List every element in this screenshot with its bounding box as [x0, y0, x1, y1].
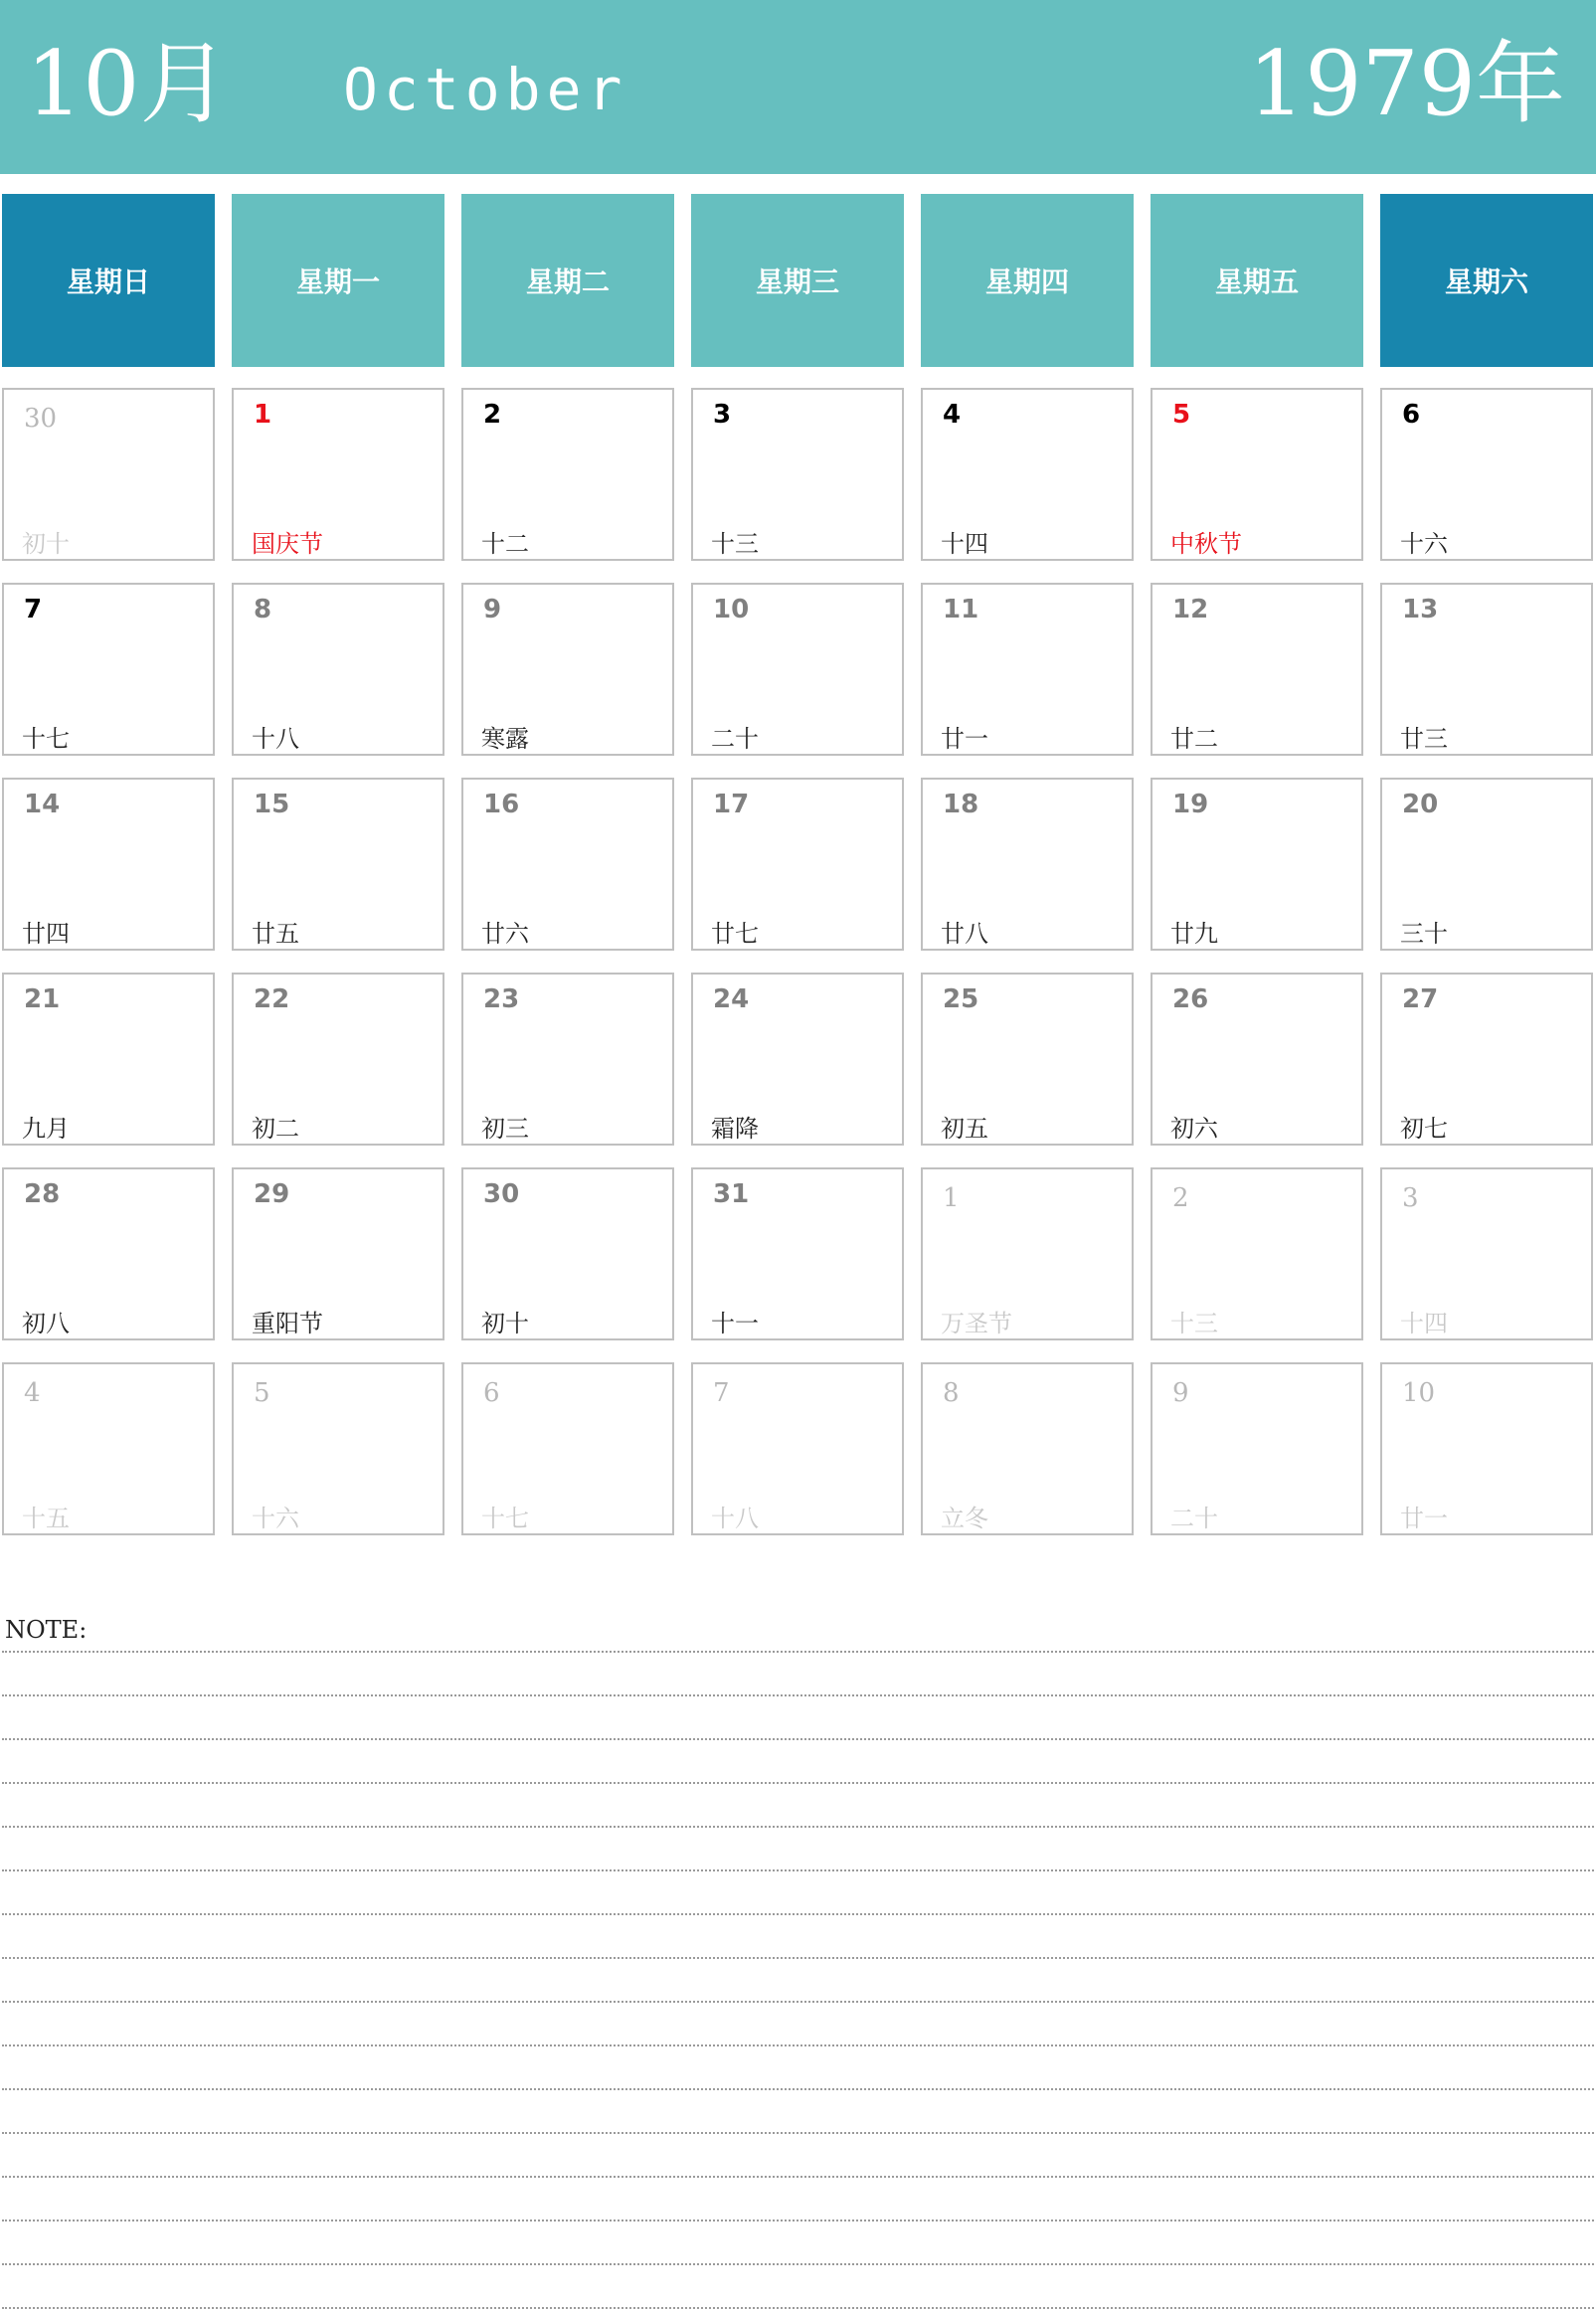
day-number: 9	[1172, 1378, 1189, 1408]
day-cell[interactable]	[1151, 973, 1363, 1146]
day-number: 4	[943, 400, 962, 430]
lunar-date: 廿九	[1170, 920, 1218, 948]
day-number: 7	[713, 1378, 730, 1408]
day-cell[interactable]	[1151, 1362, 1363, 1535]
day-number: 6	[1402, 400, 1421, 430]
day-number: 26	[1172, 984, 1209, 1014]
lunar-date: 十一	[711, 1310, 759, 1337]
note-line	[2, 1913, 1594, 1915]
day-cell[interactable]	[1380, 388, 1593, 561]
weekday-header: 星期四	[921, 194, 1134, 367]
note-line	[2, 2263, 1594, 2265]
lunar-date: 国庆节	[252, 530, 323, 558]
day-number: 17	[713, 790, 750, 819]
weekday-header: 星期二	[461, 194, 674, 367]
day-cell[interactable]	[691, 973, 904, 1146]
day-number: 10	[1402, 1378, 1436, 1408]
day-number: 13	[1402, 595, 1439, 624]
day-number: 9	[483, 595, 502, 624]
day-cell[interactable]	[461, 1167, 674, 1340]
day-cell[interactable]	[232, 1167, 444, 1340]
day-number: 14	[24, 790, 61, 819]
lunar-date: 立冬	[941, 1505, 988, 1532]
day-number: 11	[943, 595, 979, 624]
month-chinese: 10月	[26, 32, 230, 136]
day-number: 3	[1402, 1183, 1419, 1213]
lunar-date: 寒露	[481, 725, 529, 753]
lunar-date: 廿一	[941, 725, 988, 753]
day-cell[interactable]	[2, 583, 215, 756]
day-cell[interactable]	[1151, 388, 1363, 561]
lunar-date: 十二	[481, 530, 529, 558]
day-number: 8	[943, 1378, 960, 1408]
lunar-date: 十八	[252, 725, 299, 753]
day-cell[interactable]	[691, 583, 904, 756]
day-cell[interactable]	[691, 388, 904, 561]
day-cell[interactable]	[461, 1362, 674, 1535]
lunar-date: 廿七	[711, 920, 759, 948]
day-number: 6	[483, 1378, 500, 1408]
day-cell[interactable]	[1151, 583, 1363, 756]
lunar-date: 十五	[22, 1505, 70, 1532]
day-number: 8	[254, 595, 272, 624]
day-cell[interactable]	[691, 1167, 904, 1340]
day-number: 1	[943, 1183, 960, 1213]
day-number: 15	[254, 790, 290, 819]
day-number: 20	[1402, 790, 1439, 819]
day-number: 2	[1172, 1183, 1189, 1213]
day-number: 18	[943, 790, 979, 819]
day-number: 1	[254, 400, 272, 430]
lunar-date: 初八	[22, 1310, 70, 1337]
day-number: 27	[1402, 984, 1439, 1014]
day-number: 24	[713, 984, 750, 1014]
lunar-date: 十六	[252, 1505, 299, 1532]
note-line	[2, 2044, 1594, 2046]
note-line	[2, 2220, 1594, 2221]
day-cell[interactable]	[232, 973, 444, 1146]
day-number: 16	[483, 790, 520, 819]
day-cell[interactable]	[232, 388, 444, 561]
note-line	[2, 1869, 1594, 1871]
day-cell[interactable]	[1380, 1167, 1593, 1340]
lunar-date: 廿一	[1400, 1505, 1448, 1532]
day-cell[interactable]	[921, 583, 1134, 756]
note-line	[2, 1738, 1594, 1740]
lunar-date: 二十	[1170, 1505, 1218, 1532]
lunar-date: 廿三	[1400, 725, 1448, 753]
lunar-date: 十三	[1170, 1310, 1218, 1337]
lunar-date: 十三	[711, 530, 759, 558]
lunar-date: 十七	[22, 725, 70, 753]
day-cell[interactable]	[2, 1362, 215, 1535]
weekday-header: 星期日	[2, 194, 215, 367]
calendar-header	[0, 0, 1596, 174]
day-number: 21	[24, 984, 61, 1014]
note-line	[2, 2307, 1594, 2309]
lunar-date: 三十	[1400, 920, 1448, 948]
day-cell[interactable]	[1151, 778, 1363, 951]
lunar-date: 九月	[22, 1115, 70, 1143]
day-number: 30	[24, 404, 58, 434]
day-cell[interactable]	[1380, 778, 1593, 951]
day-number: 25	[943, 984, 979, 1014]
lunar-date: 十六	[1400, 530, 1448, 558]
day-number: 7	[24, 595, 43, 624]
lunar-date: 廿四	[22, 920, 70, 948]
note-line	[2, 2088, 1594, 2090]
note-line	[2, 1957, 1594, 1959]
day-cell[interactable]	[921, 778, 1134, 951]
lunar-date: 廿六	[481, 920, 529, 948]
day-number: 10	[713, 595, 750, 624]
lunar-date: 十八	[711, 1505, 759, 1532]
year-label: 1979年	[1248, 32, 1566, 136]
lunar-date: 霜降	[711, 1115, 759, 1143]
day-number: 3	[713, 400, 732, 430]
lunar-date: 十四	[1400, 1310, 1448, 1337]
day-number: 31	[713, 1179, 750, 1209]
day-cell[interactable]	[921, 1362, 1134, 1535]
note-label: NOTE:	[5, 1616, 88, 1644]
lunar-date: 十四	[941, 530, 988, 558]
day-cell[interactable]	[1151, 1167, 1363, 1340]
day-cell[interactable]	[2, 778, 215, 951]
day-number: 22	[254, 984, 290, 1014]
day-cell[interactable]	[921, 1167, 1134, 1340]
day-cell[interactable]	[2, 1167, 215, 1340]
day-cell[interactable]	[461, 583, 674, 756]
note-line	[2, 1694, 1594, 1696]
lunar-date: 中秋节	[1170, 530, 1242, 558]
lunar-date: 万圣节	[941, 1310, 1012, 1337]
lunar-date: 廿二	[1170, 725, 1218, 753]
weekday-header: 星期一	[232, 194, 444, 367]
day-number: 4	[24, 1378, 41, 1408]
day-number: 23	[483, 984, 520, 1014]
day-number: 12	[1172, 595, 1209, 624]
day-number: 5	[254, 1378, 270, 1408]
day-number: 2	[483, 400, 502, 430]
day-cell[interactable]	[921, 388, 1134, 561]
weekday-header: 星期三	[691, 194, 904, 367]
day-cell[interactable]	[461, 973, 674, 1146]
note-line	[2, 2132, 1594, 2134]
note-line	[2, 1826, 1594, 1828]
lunar-date: 十七	[481, 1505, 529, 1532]
day-number: 19	[1172, 790, 1209, 819]
lunar-date: 初十	[22, 530, 70, 558]
day-cell[interactable]	[461, 778, 674, 951]
lunar-date: 二十	[711, 725, 759, 753]
lunar-date: 重阳节	[252, 1310, 323, 1337]
day-cell[interactable]	[2, 973, 215, 1146]
day-cell[interactable]	[232, 778, 444, 951]
weekday-header: 星期六	[1380, 194, 1593, 367]
day-cell[interactable]	[2, 388, 215, 561]
lunar-date: 廿八	[941, 920, 988, 948]
lunar-date: 初三	[481, 1115, 529, 1143]
weekday-header: 星期五	[1151, 194, 1363, 367]
day-number: 29	[254, 1179, 290, 1209]
day-cell[interactable]	[1380, 1362, 1593, 1535]
day-cell[interactable]	[691, 1362, 904, 1535]
note-line	[2, 1651, 1594, 1653]
day-cell[interactable]	[1380, 973, 1593, 1146]
day-cell[interactable]	[1380, 583, 1593, 756]
day-cell[interactable]	[232, 583, 444, 756]
day-number: 28	[24, 1179, 61, 1209]
note-line	[2, 2001, 1594, 2003]
day-cell[interactable]	[232, 1362, 444, 1535]
note-line	[2, 2176, 1594, 2178]
note-line	[2, 1782, 1594, 1784]
day-cell[interactable]	[461, 388, 674, 561]
day-number: 5	[1172, 400, 1191, 430]
lunar-date: 初五	[941, 1115, 988, 1143]
day-cell[interactable]	[921, 973, 1134, 1146]
lunar-date: 初十	[481, 1310, 529, 1337]
day-cell[interactable]	[691, 778, 904, 951]
day-number: 30	[483, 1179, 520, 1209]
lunar-date: 初二	[252, 1115, 299, 1143]
lunar-date: 初六	[1170, 1115, 1218, 1143]
lunar-date: 廿五	[252, 920, 299, 948]
lunar-date: 初七	[1400, 1115, 1448, 1143]
month-english: October	[343, 56, 628, 123]
